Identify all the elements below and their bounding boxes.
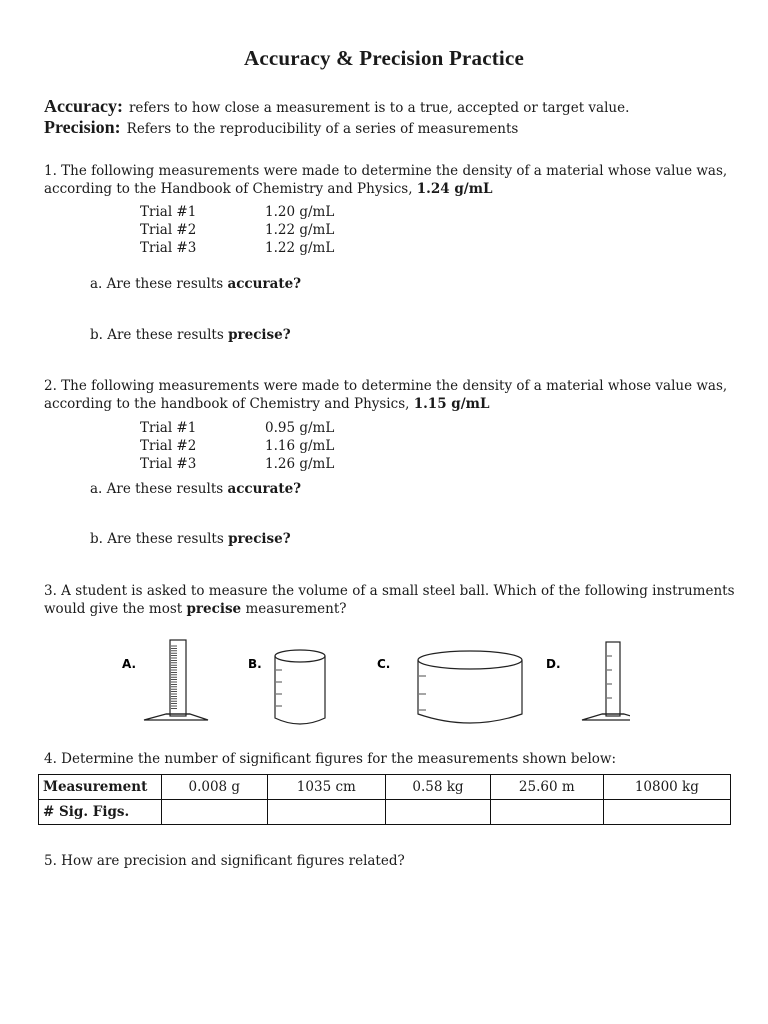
definition-precision (44, 117, 518, 138)
q5-prompt: 5. How are precision and significant figures related? (44, 853, 405, 869)
q2-a-text: a. Are these results (90, 481, 228, 497)
q1-line2-text: according to the Handbook of Chemistry and Physics, (44, 181, 417, 197)
sig-figs-answer-cell[interactable] (603, 800, 730, 825)
q2-trial-1-value: 0.95 g/mL (265, 420, 335, 436)
q2-line2-text: according to the handbook of Chemistry and Physics, (44, 396, 414, 412)
table-row-sig-figs (39, 800, 731, 825)
instrument-c-label: C. (377, 657, 391, 671)
q1-a-text: a. Are these results (90, 276, 228, 292)
q2-prompt-line2 (44, 395, 489, 413)
page-title: Accuracy & Precision Practice (243, 46, 525, 70)
instrument-a-label: A. (122, 657, 137, 671)
measurement-cell: 0.58 kg (386, 775, 491, 800)
q1-trial-3-label: Trial #3 (140, 240, 197, 256)
q1-trial-1-value: 1.20 g/mL (265, 204, 335, 220)
q1-b-text: b. Are these results (90, 327, 229, 343)
sig-figs-answer-cell[interactable] (490, 800, 603, 825)
q1-accepted-value: 1.24 g/mL (416, 181, 493, 197)
measurement-header: Measurement (39, 775, 162, 800)
q2-trial-2-label: Trial #2 (140, 438, 197, 454)
accuracy-definition: refers to how close a measurement is to a true, accepted or target value. (128, 100, 630, 116)
measurement-cell: 10800 kg (603, 775, 730, 800)
precision-definition: Refers to the reproducibility of a series of measurements (126, 121, 519, 137)
instrument-c-large-beaker (377, 651, 522, 723)
q3-line2-text: would give the most (44, 601, 187, 617)
q3-precise-word: precise (186, 601, 242, 617)
q2-trial-3-label: Trial #3 (140, 456, 197, 472)
q3-line2-end: measurement? (241, 601, 347, 617)
q4-prompt: 4. Determine the number of significant figures for the measurements shown below: (44, 751, 617, 767)
q2-accepted-value: 1.15 g/mL (413, 396, 490, 412)
measurement-cell: 0.008 g (162, 775, 268, 800)
sig-figs-header: # Sig. Figs. (39, 800, 162, 825)
q2-part-a (90, 481, 301, 497)
instrument-a-fine-cylinder (122, 640, 208, 720)
instrument-illustrations (110, 636, 630, 728)
q2-trial-1-label: Trial #1 (140, 420, 197, 436)
instrument-d-label: D. (546, 657, 561, 671)
sig-figs-answer-cell[interactable] (386, 800, 491, 825)
q1-a-bold: accurate? (227, 276, 302, 292)
q2-a-bold: accurate? (227, 481, 302, 497)
q1-prompt-line1: 1. The following measurements were made to determine the density of a material whose value was, (44, 163, 728, 179)
q3-prompt-line2 (44, 600, 347, 618)
instrument-b-small-beaker (248, 650, 325, 724)
q1-trial-2-label: Trial #2 (140, 222, 197, 238)
sig-figs-table (38, 774, 731, 825)
instrument-b-label: B. (248, 657, 262, 671)
sig-figs-answer-cell[interactable] (267, 800, 385, 825)
instrument-d-coarse-cylinder (546, 642, 630, 720)
q2-part-b (90, 531, 291, 547)
measurement-cell: 1035 cm (267, 775, 385, 800)
sig-figs-answer-cell[interactable] (162, 800, 268, 825)
q1-part-a (90, 276, 301, 292)
precision-term: Precision: (44, 117, 121, 137)
q1-part-b (90, 327, 291, 343)
table-row-measurements (39, 775, 731, 800)
q2-prompt-line1: 2. The following measurements were made to determine the density of a material whose value was, (44, 378, 728, 394)
q3-prompt-line1: 3. A student is asked to measure the volume of a small steel ball. Which of the following instruments (44, 583, 735, 599)
q1-trial-3-value: 1.22 g/mL (265, 240, 335, 256)
q2-b-text: b. Are these results (90, 531, 229, 547)
q2-trial-2-value: 1.16 g/mL (265, 438, 335, 454)
q2-trial-3-value: 1.26 g/mL (265, 456, 335, 472)
accuracy-term: Accuracy: (44, 96, 123, 116)
definition-accuracy (44, 96, 629, 117)
q1-b-bold: precise? (228, 327, 291, 343)
q1-trial-1-label: Trial #1 (140, 204, 197, 220)
q2-b-bold: precise? (228, 531, 291, 547)
q1-prompt-line2 (44, 180, 493, 198)
q1-trial-2-value: 1.22 g/mL (265, 222, 335, 238)
measurement-cell: 25.60 m (490, 775, 603, 800)
